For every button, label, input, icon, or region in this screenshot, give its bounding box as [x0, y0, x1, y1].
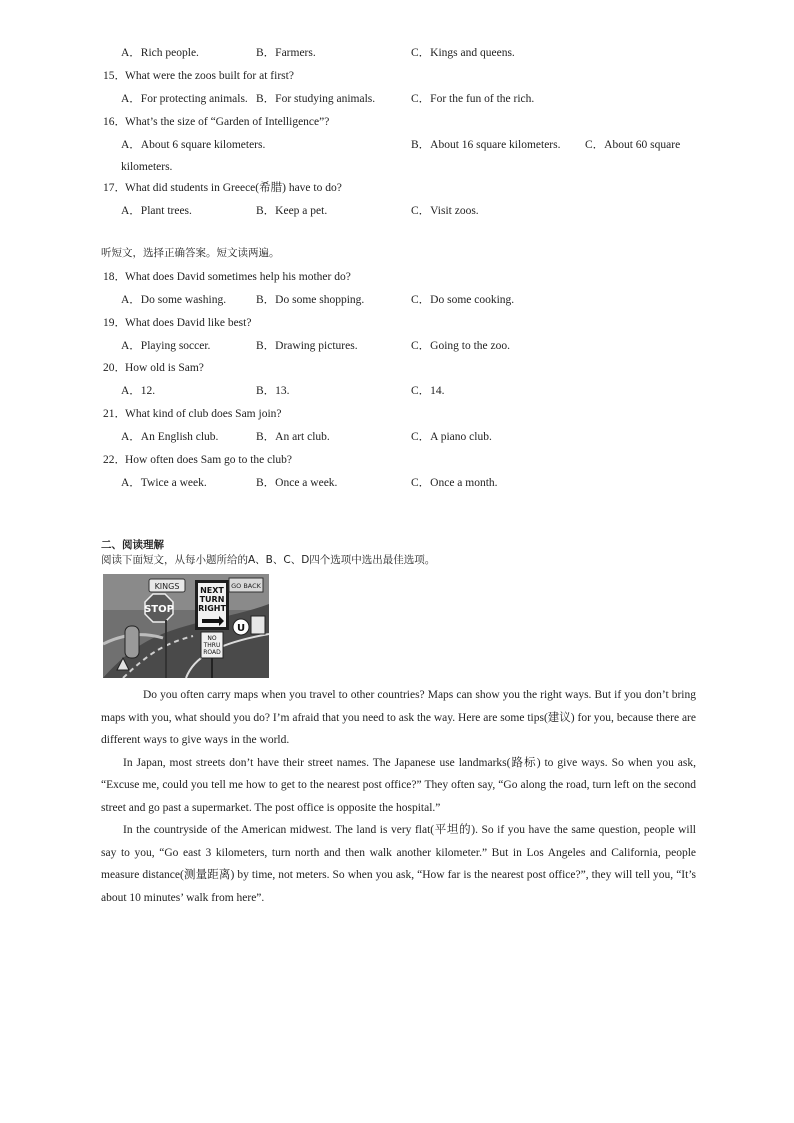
passage-paragraph-3: In the countryside of the American midwest. The land is very flat(平坦的). So if you have the same question, people will say to you, “Go east 3 kilometers, turn north and then walk another kilometer.” But in Los Angeles and California, people measure distance(测量距离) by time, not meters. So when you ask, “How far is the nearest post office?”, they will tell you, “It’s about 10 minutes’ walk from here”. [101, 824, 696, 904]
option-a[interactable]: A．An English club. [121, 431, 219, 443]
road-signs-illustration [103, 574, 269, 678]
sign-kings: KINGS [154, 582, 180, 591]
option-b[interactable]: B．Do some shopping. [256, 294, 365, 306]
option-a[interactable]: A．Twice a week. [121, 477, 207, 489]
passage-paragraph-1: Do you often carry maps when you travel to other countries? Maps can show you the right ways. But if you don’t bring maps with you, what should you do? I’m afraid that you need to ask the way. Here are some tips(建议) for you, because there are different ways to give ways in the world. [101, 689, 696, 746]
option-c[interactable]: C．About 60 square [585, 139, 681, 151]
option-b[interactable]: B．Farmers. [256, 47, 316, 59]
option-a[interactable]: A．Do some washing. [121, 294, 227, 306]
passage-paragraph-2: In Japan, most streets don’t have their street names. The Japanese use landmarks(路标) to give ways. So when you ask, “Excuse me, could you tell me how to get to the nearest post office?” They often say, “Go along the road, turn left on the second street and go past a supermarket. The post office is opposite the hospital.” [101, 756, 696, 814]
option-a[interactable]: A．Playing soccer. [121, 340, 211, 352]
option-a[interactable]: A．Plant trees. [121, 205, 192, 217]
question-text: What were the zoos built for at first? [125, 70, 294, 82]
listening-instruction: 听短文，选择正确答案。短文读两遍。 [101, 247, 280, 259]
sign-right: RIGHT [198, 604, 226, 613]
question-number: 21． [103, 408, 126, 420]
sign-turn: TURN [199, 595, 225, 604]
option-b[interactable]: B．About 16 square kilometers. [411, 139, 561, 151]
sign-road: ROAD [203, 649, 221, 656]
question-number: 20． [103, 362, 126, 374]
question-number: 18． [103, 271, 126, 283]
option-c[interactable]: C．Once a month. [411, 477, 498, 489]
sign-no: NO [207, 635, 217, 642]
option-b[interactable]: B．Keep a pet. [256, 205, 328, 217]
option-c[interactable]: C．Kings and queens. [411, 47, 515, 59]
question-number: 22． [103, 454, 126, 466]
option-b[interactable]: B．Drawing pictures. [256, 340, 358, 352]
sign-thru: THRU [203, 642, 221, 649]
option-b[interactable]: B．Once a week. [256, 477, 338, 489]
option-c-wrap: kilometers. [121, 161, 173, 173]
question-text: What does David sometimes help his mother do? [125, 271, 351, 283]
road-signs-image [103, 574, 269, 678]
question-number: 15． [103, 70, 126, 82]
section-title: 二、阅读理解 [101, 539, 164, 551]
section-instruction: 阅读下面短文，从每小题所给的A、B、C、D四个选项中选出最佳选项。 [101, 554, 436, 566]
question-text: How often does Sam go to the club? [125, 454, 293, 466]
option-a[interactable]: A．12. [121, 385, 156, 397]
question-number: 17． [103, 182, 126, 194]
option-c[interactable]: C．Visit zoos. [411, 205, 479, 217]
option-b[interactable]: B．For studying animals. [256, 93, 376, 105]
option-c[interactable]: C．Do some cooking. [411, 294, 515, 306]
option-b[interactable]: B．13. [256, 385, 290, 397]
sign-u: U [236, 623, 246, 634]
question-text: What does David like best? [125, 317, 252, 329]
option-a[interactable]: A．For protecting animals. [121, 93, 248, 105]
option-c[interactable]: C．A piano club. [411, 431, 492, 443]
option-a[interactable]: A．Rich people. [121, 47, 199, 59]
sign-goback: GO BACK [231, 582, 261, 590]
sign-stop: STOP [144, 604, 174, 615]
reading-passage [101, 684, 696, 909]
question-text: What did students in Greece(希腊) have to do? [125, 182, 342, 194]
question-text: What kind of club does Sam join? [125, 408, 282, 420]
option-b[interactable]: B．An art club. [256, 431, 330, 443]
question-text: What’s the size of “Garden of Intelligence”? [125, 116, 330, 128]
option-c[interactable]: C．14. [411, 385, 445, 397]
question-text: How old is Sam? [125, 362, 204, 374]
option-a[interactable]: A．About 6 square kilometers. [121, 139, 266, 151]
question-number: 16． [103, 116, 126, 128]
option-c[interactable]: C．For the fun of the rich. [411, 93, 535, 105]
option-c[interactable]: C．Going to the zoo. [411, 340, 511, 352]
question-number: 19． [103, 317, 126, 329]
sign-next: NEXT [200, 586, 224, 595]
